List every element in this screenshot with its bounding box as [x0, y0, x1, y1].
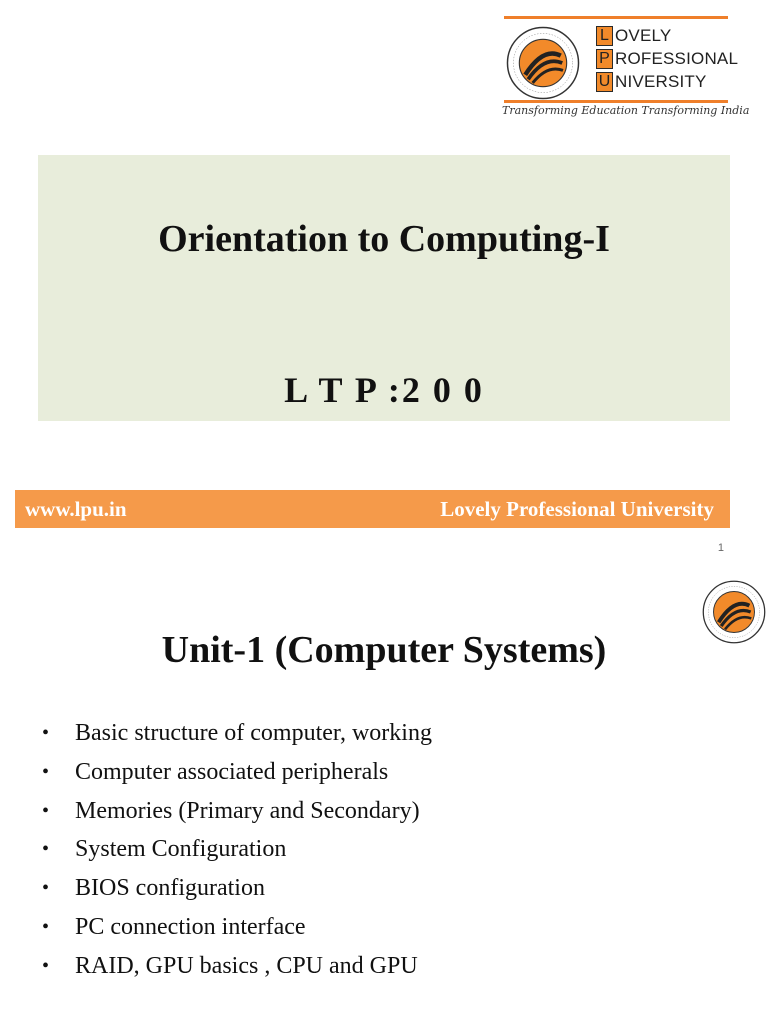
lpu-logo — [500, 12, 750, 124]
logo-tagline: Transforming Education Transforming India — [502, 104, 750, 117]
bullet-icon: • — [42, 954, 50, 977]
title-panel — [38, 155, 730, 421]
lpu-seal-icon — [506, 26, 580, 100]
unit-title: Unit-1 (Computer Systems) — [161, 629, 607, 671]
bullet-icon: • — [42, 722, 50, 744]
logo-bottom-rule — [504, 100, 728, 103]
topic-text: System Configuration — [75, 836, 287, 863]
topic-text: RAID, GPU basics , CPU and GPU — [75, 952, 418, 979]
topic-text: Computer associated peripherals — [75, 758, 389, 785]
list-item — [42, 947, 682, 986]
logo-word-lovely: OVELY — [615, 25, 672, 45]
ltp-credits: L T P :2 0 0 — [284, 370, 484, 410]
list-item — [42, 753, 682, 792]
course-title: Orientation to Computing-I — [158, 218, 610, 260]
logo-wordmark — [596, 24, 738, 93]
list-item — [42, 792, 682, 831]
footer-website: www.lpu.in — [25, 496, 127, 521]
bullet-icon: • — [42, 838, 50, 861]
logo-line-professional — [596, 47, 738, 70]
bullet-icon: • — [42, 760, 50, 783]
topic-text: Basic structure of computer, working — [75, 720, 432, 746]
logo-word-professional: ROFESSIONAL — [615, 48, 739, 68]
topic-list — [42, 714, 682, 986]
logo-word-university: NIVERSITY — [615, 71, 707, 91]
list-item — [42, 908, 682, 947]
bullet-icon: • — [42, 915, 50, 938]
logo-line-university — [596, 70, 738, 93]
logo-letter-l: L — [596, 26, 613, 46]
logo-letter-u: U — [596, 72, 613, 92]
list-item — [42, 869, 682, 908]
list-item — [42, 830, 682, 869]
topic-text: BIOS configuration — [75, 875, 265, 902]
page-number: 1 — [717, 542, 724, 554]
bullet-icon: • — [42, 877, 50, 900]
topic-text: PC connection interface — [75, 913, 306, 940]
logo-letter-p: P — [596, 49, 613, 69]
list-item — [42, 714, 682, 753]
logo-line-lovely — [596, 24, 738, 47]
bullet-icon: • — [42, 799, 50, 822]
logo-top-rule — [504, 16, 728, 19]
footer-bar — [15, 490, 730, 528]
topic-text: Memories (Primary and Secondary) — [75, 797, 420, 824]
footer-university-name: Lovely Professional University — [440, 496, 714, 521]
